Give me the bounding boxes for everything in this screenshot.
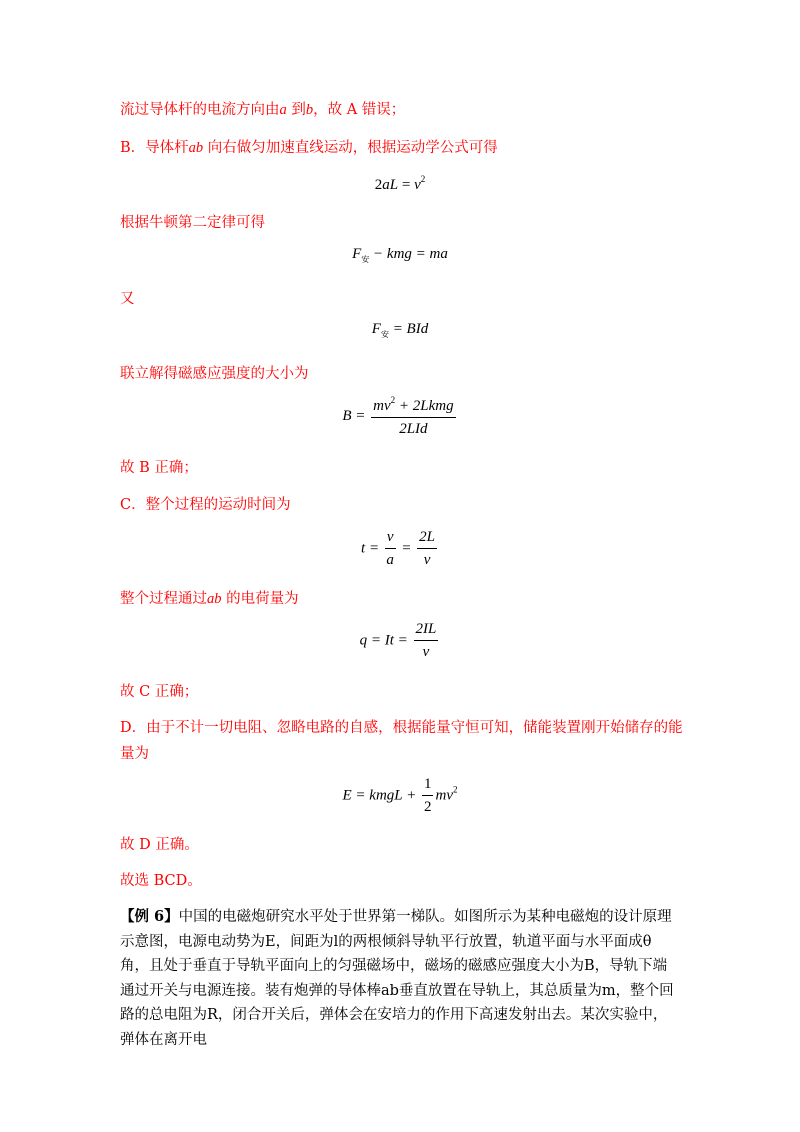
equation-kinematics: $2aL = v^2$ — [374, 174, 426, 193]
example-text: 中国的电磁炮研究水平处于世界第一梯队。如图所示为某种电磁炮的设计原理示意图，电源电动势为E，间距为l的两根倾斜导轨平行放置，轨道平面与水平面成θ角，且处于垂直于导轨平面向上的匀强磁场中，磁场的磁感应强度大小为B，导轨下端通过开关与电源连接。装有炮弹的导体棒ab垂直放置在导轨上，其总质量为m，整个回路的总电阻为R，闭合开关后，弹体会在安培力的作用下高速发射出去。某次实验中，弹体在离开电 — [120, 909, 674, 1048]
equation-newton: $F_安$ − kmg = ma — [352, 246, 448, 264]
text: B．导体杆 — [120, 140, 189, 156]
solution-c-correct: 故 C 正确； — [120, 684, 199, 700]
var-a: a — [279, 102, 287, 118]
text: 流过导体杆的电流方向由 — [120, 102, 280, 118]
solution-option-d-cont: 量为 — [120, 746, 149, 762]
text: 到 — [286, 102, 306, 118]
text: 的电荷量为 — [221, 591, 299, 607]
equation-time: t = $\frac{v}{a}$ = $\frac{2L}{v}$ — [361, 529, 435, 568]
solution-option-c: C．整个过程的运动时间为 — [120, 497, 291, 513]
equation-energy: E = kmgL + $\frac{1}{2}$ $mv^2$ — [342, 776, 458, 815]
solution-option-b — [120, 136, 498, 157]
solution-option-d: D．由于不计一切电阻、忽略电路的自感，根据能量守恒可知，储能装置刚开始储存的能 — [120, 720, 683, 736]
equation-magnetic-field: B = $\frac{mv^2 + 2Lkmg}{\text{2LId}}$ — [342, 395, 454, 437]
text: 整个过程通过 — [120, 591, 207, 607]
solution-line-current-direction — [120, 98, 405, 119]
solution-b-correct: 故 B 正确； — [120, 460, 198, 476]
var-ab: ab — [207, 591, 222, 607]
example-6-problem — [120, 905, 680, 1052]
text: 向右做匀加速直线运动，根据运动学公式可得 — [203, 140, 498, 156]
solution-d-correct: 故 D 正确。 — [120, 837, 199, 853]
equation-ampere-force: $F_安$ = BId — [371, 321, 429, 339]
solution-also-text: 又 — [120, 291, 135, 307]
solution-charge-text — [120, 587, 299, 608]
var-ab: ab — [188, 140, 204, 156]
solution-answer: 故选 BCD。 — [120, 873, 202, 889]
equation-charge: q = It = $\frac{2IL}{v}$ — [359, 621, 437, 660]
solution-newton-law-text: 根据牛顿第二定律可得 — [120, 215, 265, 231]
solution-solve-b-text: 联立解得磁感应强度的大小为 — [120, 366, 309, 382]
var-b: b — [305, 102, 314, 118]
text: ，故 A 错误； — [313, 102, 406, 118]
example-label: 【例 6】 — [120, 908, 179, 925]
